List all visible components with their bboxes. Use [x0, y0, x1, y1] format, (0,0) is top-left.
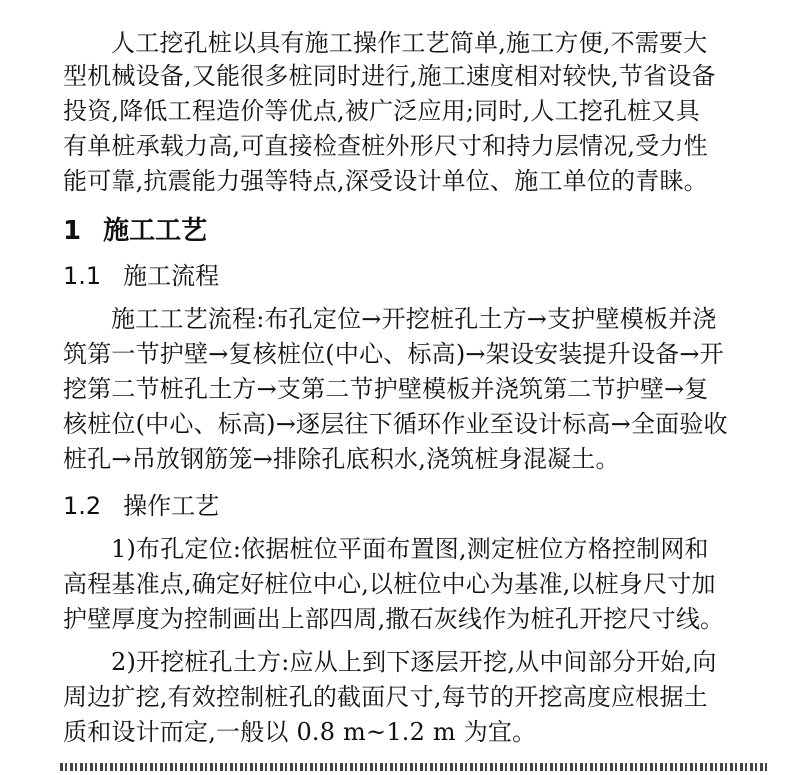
section-1-2-heading [63, 491, 219, 521]
section-1-title: 施工工艺 [103, 216, 208, 246]
section-1-2-title: 操作工艺 [123, 492, 220, 520]
intro-line-5: 能可靠,抗震能力强等特点,深受设计单位、施工单位的青睐。 [63, 167, 708, 195]
decorative-divider [60, 763, 770, 771]
step1-line-3: 护壁厚度为控制画出上部四周,撒石灰线作为桩孔开挖尺寸线。 [63, 605, 725, 633]
step1-line-1: 1)布孔定位:依据桩位平面布置图,测定桩位方格控制网和 [111, 535, 709, 563]
flow-line-5: 桩孔→吊放钢筋笼→排除孔底积水,浇筑桩身混凝土。 [63, 445, 620, 473]
section-1-1-number: 1.1 [63, 262, 102, 290]
step2-line-2: 周边扩挖,有效控制桩孔的截面尺寸,每节的开挖高度应根据土 [63, 683, 708, 711]
step1-line-2: 高程基准点,确定好桩位中心,以桩位中心为基准,以桩身尺寸加 [63, 570, 716, 598]
section-1-heading [63, 215, 207, 247]
intro-line-1: 人工挖孔桩以具有施工操作工艺简单,施工方便,不需要大 [111, 29, 708, 57]
intro-line-3: 投资,降低工程造价等优点,被广泛应用;同时,人工挖孔桩又具 [63, 97, 700, 125]
intro-line-4: 有单桩承载力高,可直接检查桩外形尺寸和持力层情况,受力性 [63, 132, 708, 160]
step2-line-1: 2)开挖桩孔土方:应从上到下逐层开挖,从中间部分开始,向 [111, 648, 717, 676]
intro-line-2: 型机械设备,又能很多桩同时进行,施工速度相对较快,节省设备 [63, 62, 716, 90]
step2-line-3: 质和设计而定,一般以 0.8 m~1.2 m 为宜。 [63, 718, 537, 746]
section-1-1-title: 施工流程 [123, 262, 220, 290]
flow-line-2: 筑第一节护壁→复核桩位(中心、标高)→架设安装提升设备→开 [63, 340, 724, 368]
section-1-number: 1 [63, 216, 82, 246]
flow-line-3: 挖第二节桩孔土方→支第二节护壁模板并浇筑第二节护壁→复 [63, 375, 709, 403]
section-1-1-heading [63, 261, 219, 291]
flow-line-4: 核桩位(中心、标高)→逐层往下循环作业至设计标高→全面验收 [63, 410, 728, 438]
flow-line-1: 施工工艺流程:布孔定位→开挖桩孔土方→支护壁模板并浇 [111, 305, 717, 333]
section-1-2-number: 1.2 [63, 492, 102, 520]
